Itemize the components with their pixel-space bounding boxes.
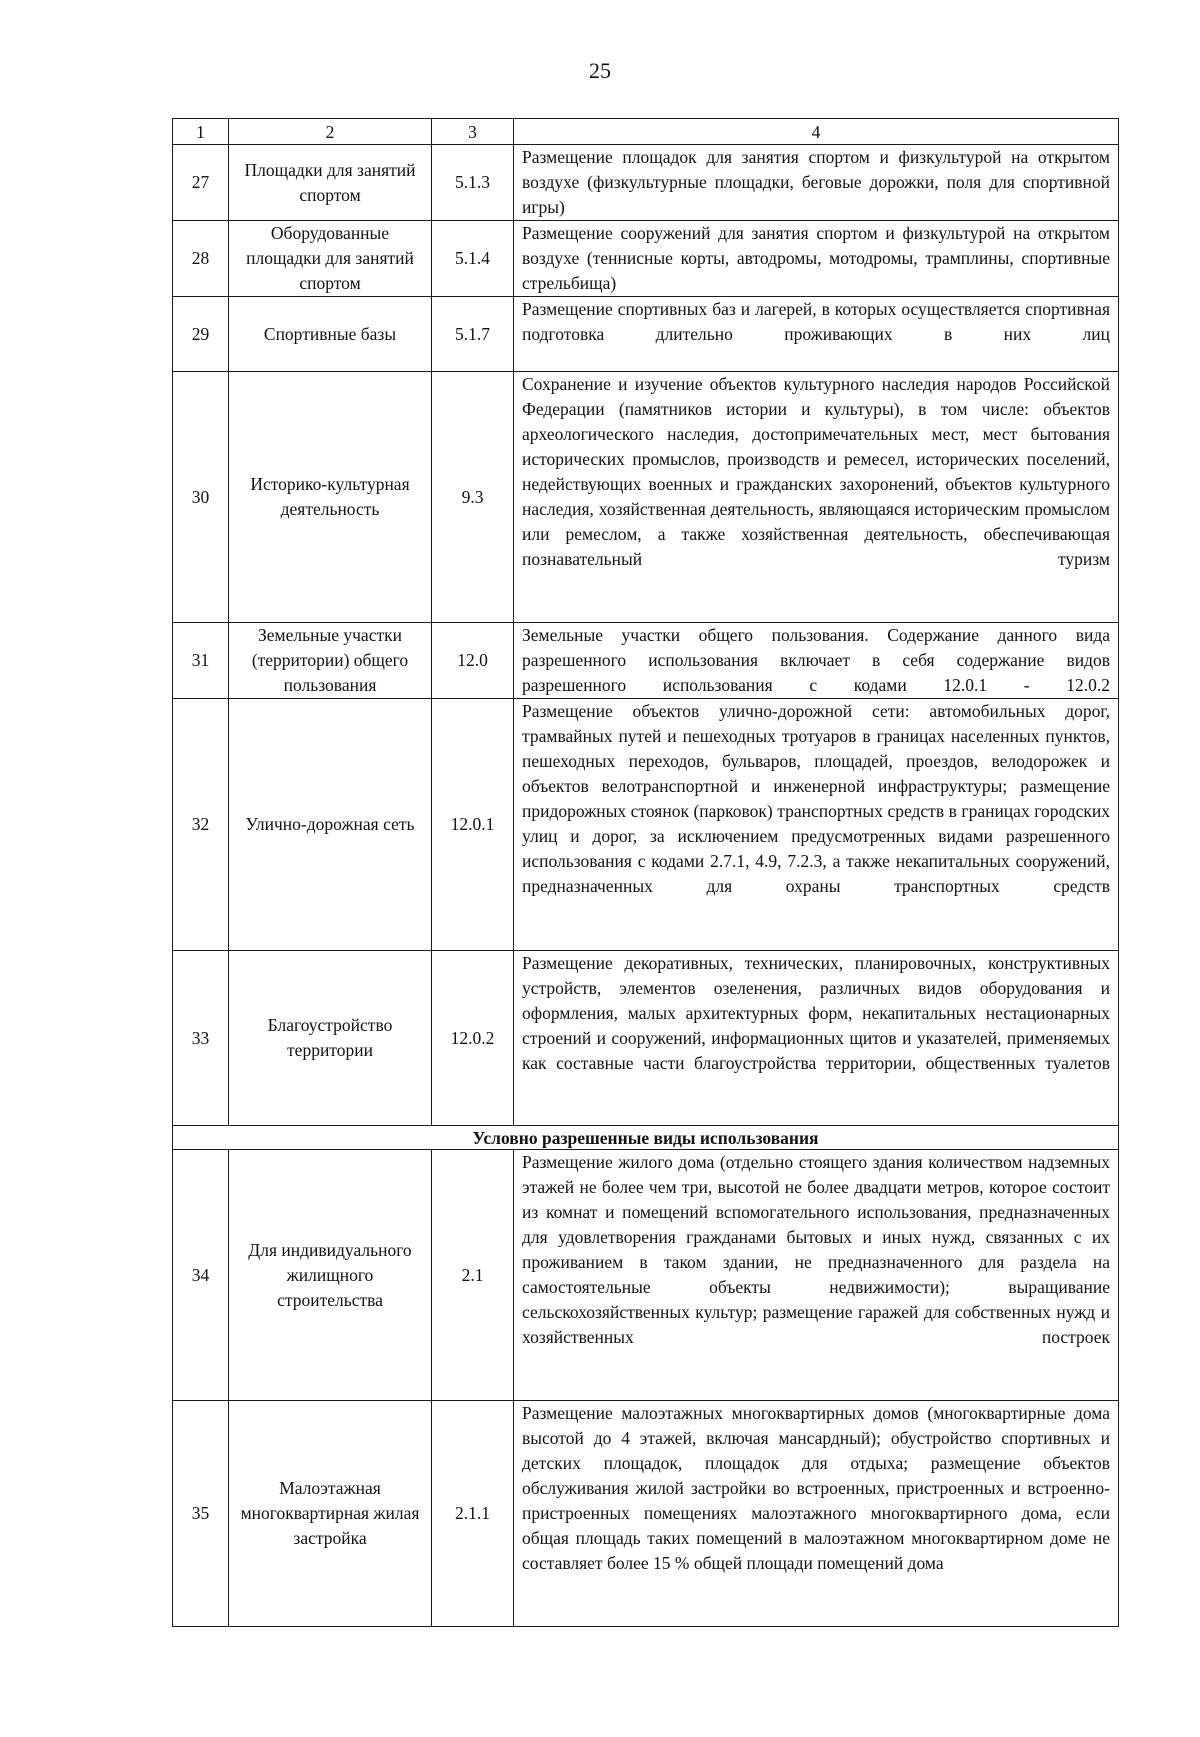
header-cell: 4	[514, 119, 1119, 145]
table-row	[173, 951, 1119, 1126]
use-code: 9.3	[432, 372, 514, 623]
row-number: 27	[173, 145, 229, 221]
table-row	[173, 297, 1119, 372]
use-code: 2.1	[432, 1150, 514, 1401]
use-description: Размещение сооружений для занятия спортом и физкультурой на открытом воздухе (теннисные корты, автодромы, мотодромы, трамплины, спортивные стрельбища)	[514, 221, 1119, 297]
row-number: 34	[173, 1150, 229, 1401]
use-code: 5.1.7	[432, 297, 514, 372]
section-header-row	[173, 1126, 1119, 1150]
table-row	[173, 145, 1119, 221]
table-header-row	[173, 119, 1119, 145]
use-description: Земельные участки общего пользования. Содержание данного вида разрешенного использования включает в себя содержание видов разрешенного использования с кодами 12.0.1 - 12.0.2	[514, 623, 1119, 699]
use-description: Размещение жилого дома (отдельно стоящего здания количеством надземных этажей не более чем три, высотой не более двадцати метров, которое состоит из комнат и помещений вспомогательного использования, предназначенных для удовлетворения гражданами бытовых и иных нужд, связанных с их проживанием в таком здании, не предназначенного для раздела на самостоятельные объекты недвижимости); выращивание сельскохозяйственных культур; размещение гаражей для собственных нужд и хозяйственных построек	[514, 1150, 1119, 1401]
use-name: Земельные участки (территории) общего пользования	[229, 623, 432, 699]
use-name: Площадки для занятий спортом	[229, 145, 432, 221]
use-name: Историко-культурная деятельность	[229, 372, 432, 623]
use-name: Спортивные базы	[229, 297, 432, 372]
use-name: Для индивидуального жилищного строительства	[229, 1150, 432, 1401]
row-number: 30	[173, 372, 229, 623]
row-number: 29	[173, 297, 229, 372]
row-number: 35	[173, 1401, 229, 1627]
row-number: 32	[173, 699, 229, 951]
use-code: 5.1.4	[432, 221, 514, 297]
table-row	[173, 623, 1119, 699]
use-name: Улично-дорожная сеть	[229, 699, 432, 951]
use-description: Сохранение и изучение объектов культурного наследия народов Российской Федерации (памятников истории и культуры), в том числе: объектов археологического наследия, достопримечательных мест, мест бытования исторических промыслов, производств и ремесел, исторических поселений, недействующих военных и гражданских захоронений, объектов культурного наследия, хозяйственная деятельность, являющаяся историческим промыслом или ремеслом, а также хозяйственная деятельность, обеспечивающая познавательный туризм	[514, 372, 1119, 623]
section-title: Условно разрешенные виды использования	[173, 1126, 1119, 1150]
table-row	[173, 221, 1119, 297]
table-row	[173, 1401, 1119, 1627]
use-description: Размещение спортивных баз и лагерей, в которых осуществляется спортивная подготовка длительно проживающих в них лиц	[514, 297, 1119, 372]
use-description: Размещение площадок для занятия спортом и физкультурой на открытом воздухе (физкультурные площадки, беговые дорожки, поля для спортивной игры)	[514, 145, 1119, 221]
page-number: 25	[589, 58, 611, 83]
use-code: 2.1.1	[432, 1401, 514, 1627]
use-name: Малоэтажная многоквартирная жилая застройка	[229, 1401, 432, 1627]
row-number: 31	[173, 623, 229, 699]
header-cell: 3	[432, 119, 514, 145]
use-code: 5.1.3	[432, 145, 514, 221]
use-description: Размещение малоэтажных многоквартирных домов (многоквартирные дома высотой до 4 этажей, включая мансардный); обустройство спортивных и детских площадок, площадок для отдыха; размещение объектов обслуживания жилой застройки во встроенных, пристроенных и встроенно-пристроенных помещениях малоэтажного многоквартирного дома, если общая площадь таких помещений в малоэтажном многоквартирном доме не составляет более 15 % общей площади помещений дома	[514, 1401, 1119, 1627]
use-name: Благоустройство территории	[229, 951, 432, 1126]
use-description: Размещение декоративных, технических, планировочных, конструктивных устройств, элементов озеленения, различных видов оборудования и оформления, малых архитектурных форм, некапитальных нестационарных строений и сооружений, информационных щитов и указателей, применяемых как составные части благоустройства территории, общественных туалетов	[514, 951, 1119, 1126]
header-cell: 1	[173, 119, 229, 145]
row-number: 28	[173, 221, 229, 297]
table-row	[173, 699, 1119, 951]
use-name: Оборудованные площадки для занятий спортом	[229, 221, 432, 297]
header-cell: 2	[229, 119, 432, 145]
use-code: 12.0.1	[432, 699, 514, 951]
row-number: 33	[173, 951, 229, 1126]
use-code: 12.0.2	[432, 951, 514, 1126]
use-code: 12.0	[432, 623, 514, 699]
use-description: Размещение объектов улично-дорожной сети: автомобильных дорог, трамвайных путей и пешеходных тротуаров в границах населенных пунктов, пешеходных переходов, бульваров, площадей, проездов, велодорожек и объектов велотранспортной и инженерной инфраструктуры; размещение придорожных стоянок (парковок) транспортных средств в границах городских улиц и дорог, за исключением предусмотренных видами разрешенного использования с кодами 2.7.1, 4.9, 7.2.3, а также некапитальных сооружений, предназначенных для охраны транспортных средств	[514, 699, 1119, 951]
table-row	[173, 1150, 1119, 1401]
land-use-table	[172, 118, 1119, 1627]
table-row	[173, 372, 1119, 623]
